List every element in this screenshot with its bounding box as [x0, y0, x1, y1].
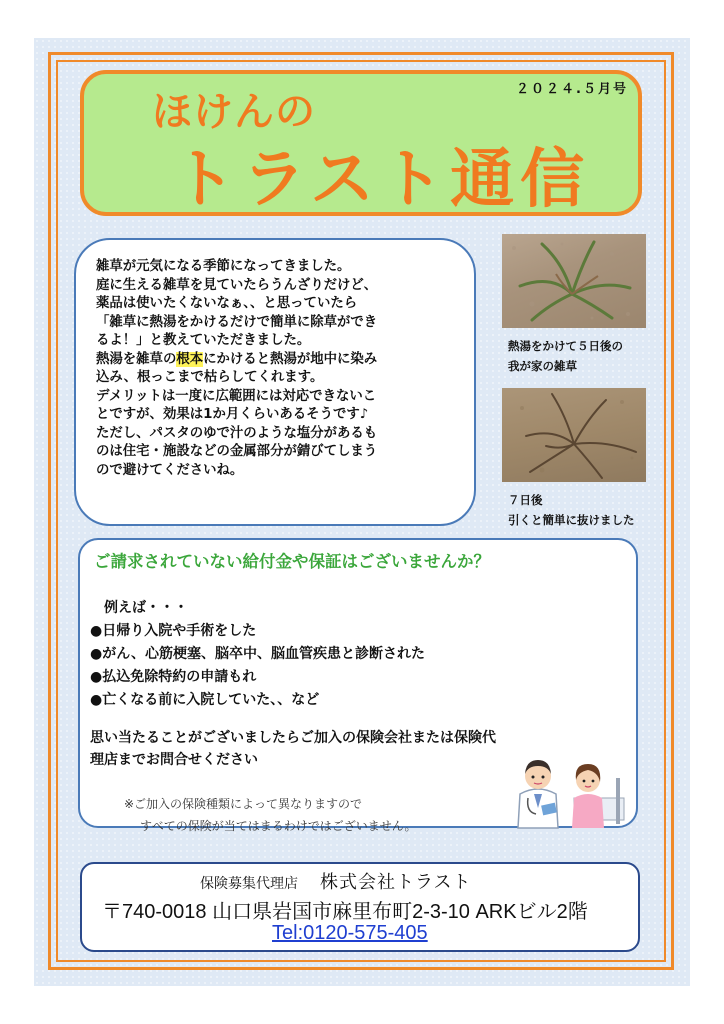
article-line: 庭に生える雑草を見ていたらうんざりだけど、: [96, 277, 378, 293]
claim-examples: [90, 597, 425, 712]
article-line: 雑草が元気になる季節になってきました。: [96, 259, 351, 274]
title-small: ほけんの: [152, 89, 316, 135]
claim-note: [124, 793, 416, 837]
list-item: ●払込免除特約の申請もれ: [90, 669, 257, 685]
photo-caption-day7: [508, 490, 635, 530]
article-text: にかけると熱湯が地中に染み: [203, 351, 378, 367]
article-line: 込み、根っこまで枯らしてくれます。: [96, 370, 324, 385]
article-line: ので避けてくださいね。: [96, 462, 244, 478]
caption-line: ７日後: [508, 493, 543, 507]
list-item: ●亡くなる前に入院していた、、など: [90, 692, 320, 708]
newsletter-title: トラスト通信: [172, 143, 591, 217]
article-line: デメリットは一度に広範囲には対応できないこ: [96, 388, 377, 404]
article-line: 「雑草に熱湯をかけるだけで簡単に除草ができ: [96, 314, 378, 330]
note-line: ※ご加入の保険種類によって異なりますので: [124, 797, 363, 811]
claim-question: ご請求されていない給付金や保証はございませんか？: [94, 552, 490, 571]
caption-line: 引くと簡単に抜けました: [508, 513, 635, 527]
paragraph-line: 理店までお問合せください: [90, 752, 258, 768]
weed-photo-day7: [502, 388, 646, 482]
agency-label: 保険募集代理店: [200, 875, 298, 891]
company-address: 〒740-0018 山口県岩国市麻里布町2-3-10 ARKビル2階: [102, 901, 588, 923]
article-line: とですが、効果は1か月くらいあるそうです♪: [96, 407, 369, 422]
article-line: のは住宅・施設などの金属部分が錆びてしまう: [96, 444, 378, 459]
phone-link[interactable]: Tel:0120-575-405: [272, 922, 428, 944]
note-line: すべての保険が当てはまるわけではございません。: [140, 819, 417, 833]
company-name: 株式会社トラスト: [320, 872, 472, 892]
article-line: るよ！」と教えていただきました。: [96, 333, 311, 348]
caption-line: 熱湯をかけて５日後の: [508, 339, 623, 353]
photo-caption-day5: [508, 336, 623, 376]
doctor-patient-illustration: [516, 748, 628, 834]
weed-article-text: [96, 258, 458, 480]
list-item: ●日帰り入院や手術をした: [90, 623, 257, 639]
caption-line: 我が家の雑草: [508, 359, 577, 373]
article-text: 熱湯を雑草の: [96, 351, 177, 367]
article-line: ただし、パスタのゆで汁のような塩分があるも: [96, 425, 378, 441]
highlighted-word: 根本: [176, 351, 204, 367]
example-intro: 例えば・・・: [104, 600, 188, 616]
article-line: [96, 351, 458, 370]
weed-photo-day5: [502, 234, 646, 328]
article-line: 薬品は使いたくないなぁ、、と思っていたら: [96, 296, 358, 311]
issue-date: ２０２４.５月号: [516, 82, 628, 97]
company-header: [200, 868, 471, 894]
list-item: ●がん、心筋梗塞、脳卒中、脳血管疾患と診断された: [90, 646, 426, 662]
paragraph-line: 思い当たることがございましたらご加入の保険会社または保険代: [90, 730, 496, 746]
